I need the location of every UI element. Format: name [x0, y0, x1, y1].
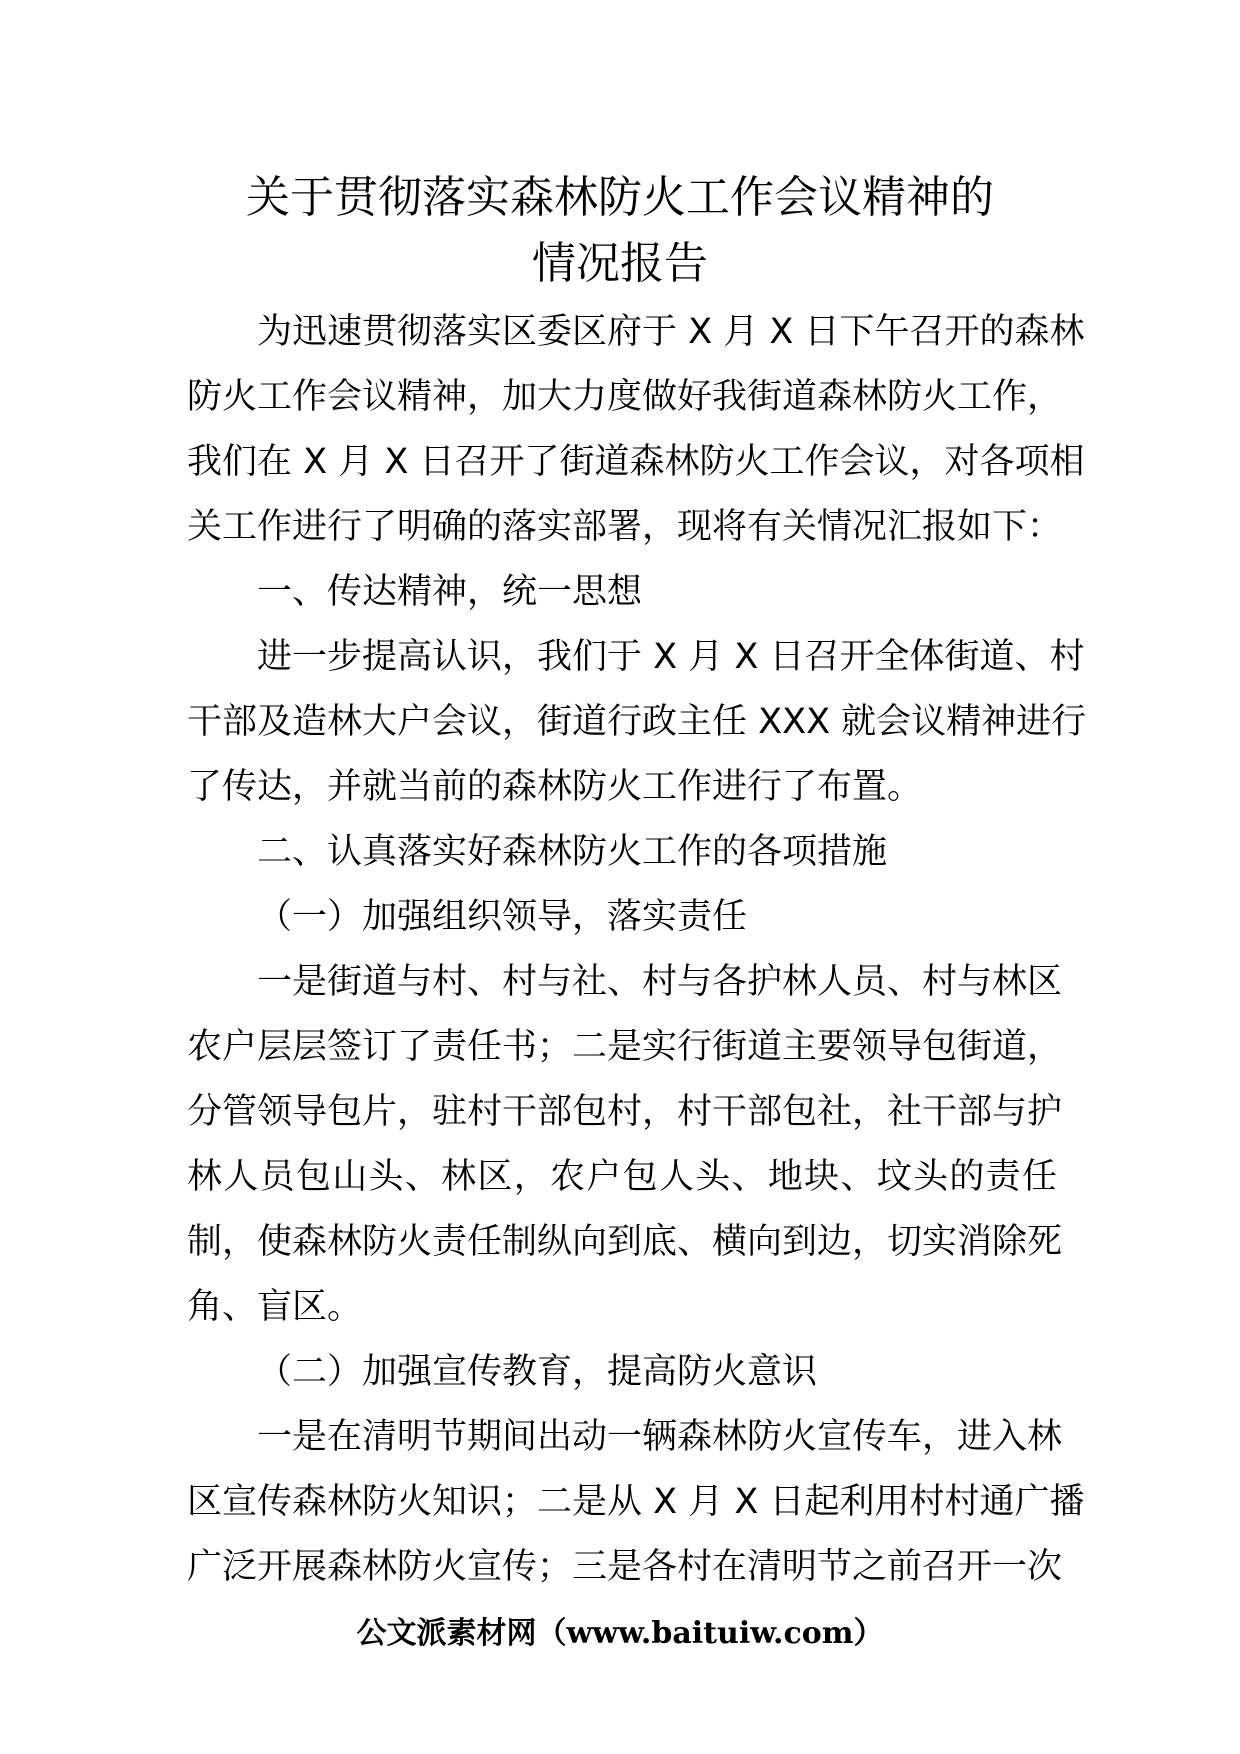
paragraph-line: 角、盲区。 — [187, 1287, 363, 1327]
paragraph-line: 防火工作会议精神，加大力度做好我街道森林防火工作， — [187, 377, 1063, 417]
section-heading: 一、传达精神，统一思想 — [257, 572, 643, 612]
document-body — [187, 300, 1087, 1600]
paragraph-line: 进一步提高认识，我们于 X 月 X 日召开全体街道、村 — [257, 637, 1085, 677]
paragraph-line: 区宣传森林防火知识；二是从 X 月 X 日起利用村村通广播 — [187, 1482, 1085, 1522]
paragraph-line: 了传达，并就当前的森林防火工作进行了布置。 — [187, 767, 923, 807]
paragraph-line: 我们在 X 月 X 日召开了街道森林防火工作会议，对各项相 — [187, 442, 1085, 482]
section-heading: 二、认真落实好森林防火工作的各项措施 — [257, 832, 888, 872]
paragraph-line: 一是在清明节期间出动一辆森林防火宣传车，进入林 — [257, 1417, 1063, 1457]
paragraph-line: 制，使森林防火责任制纵向到底、横向到边，切实消除死 — [187, 1222, 1063, 1262]
document-title-line-1: 关于贯彻落实森林防火工作会议精神的 — [246, 172, 994, 223]
document-title-line-2: 情况报告 — [532, 238, 708, 289]
paragraph-line: 农户层层签订了责任书；二是实行街道主要领导包街道， — [187, 1027, 1063, 1067]
paragraph-line: 一是街道与村、村与社、村与各护林人员、村与林区 — [257, 962, 1063, 1002]
subsection-heading: （二）加强宣传教育，提高防火意识 — [257, 1352, 818, 1392]
paragraph-line: 广泛开展森林防火宣传；三是各村在清明节之前召开一次 — [187, 1547, 1063, 1587]
paragraph-line: 关工作进行了明确的落实部署，现将有关情况汇报如下： — [187, 507, 1063, 547]
footer-watermark: 公文派素材网（www.baituiw.com） — [356, 1616, 884, 1651]
paragraph-line: 为迅速贯彻落实区委区府于 X 月 X 日下午召开的森林 — [257, 312, 1085, 352]
paragraph-line: 分管领导包片，驻村干部包村，村干部包社，社干部与护 — [187, 1092, 1063, 1132]
paragraph-line: 干部及造林大户会议，街道行政主任 XXX 就会议精神进行 — [187, 702, 1087, 742]
subsection-heading: （一）加强组织领导，落实责任 — [257, 897, 748, 937]
paragraph-line: 林人员包山头、林区，农户包人头、地块、坟头的责任 — [187, 1157, 1057, 1197]
